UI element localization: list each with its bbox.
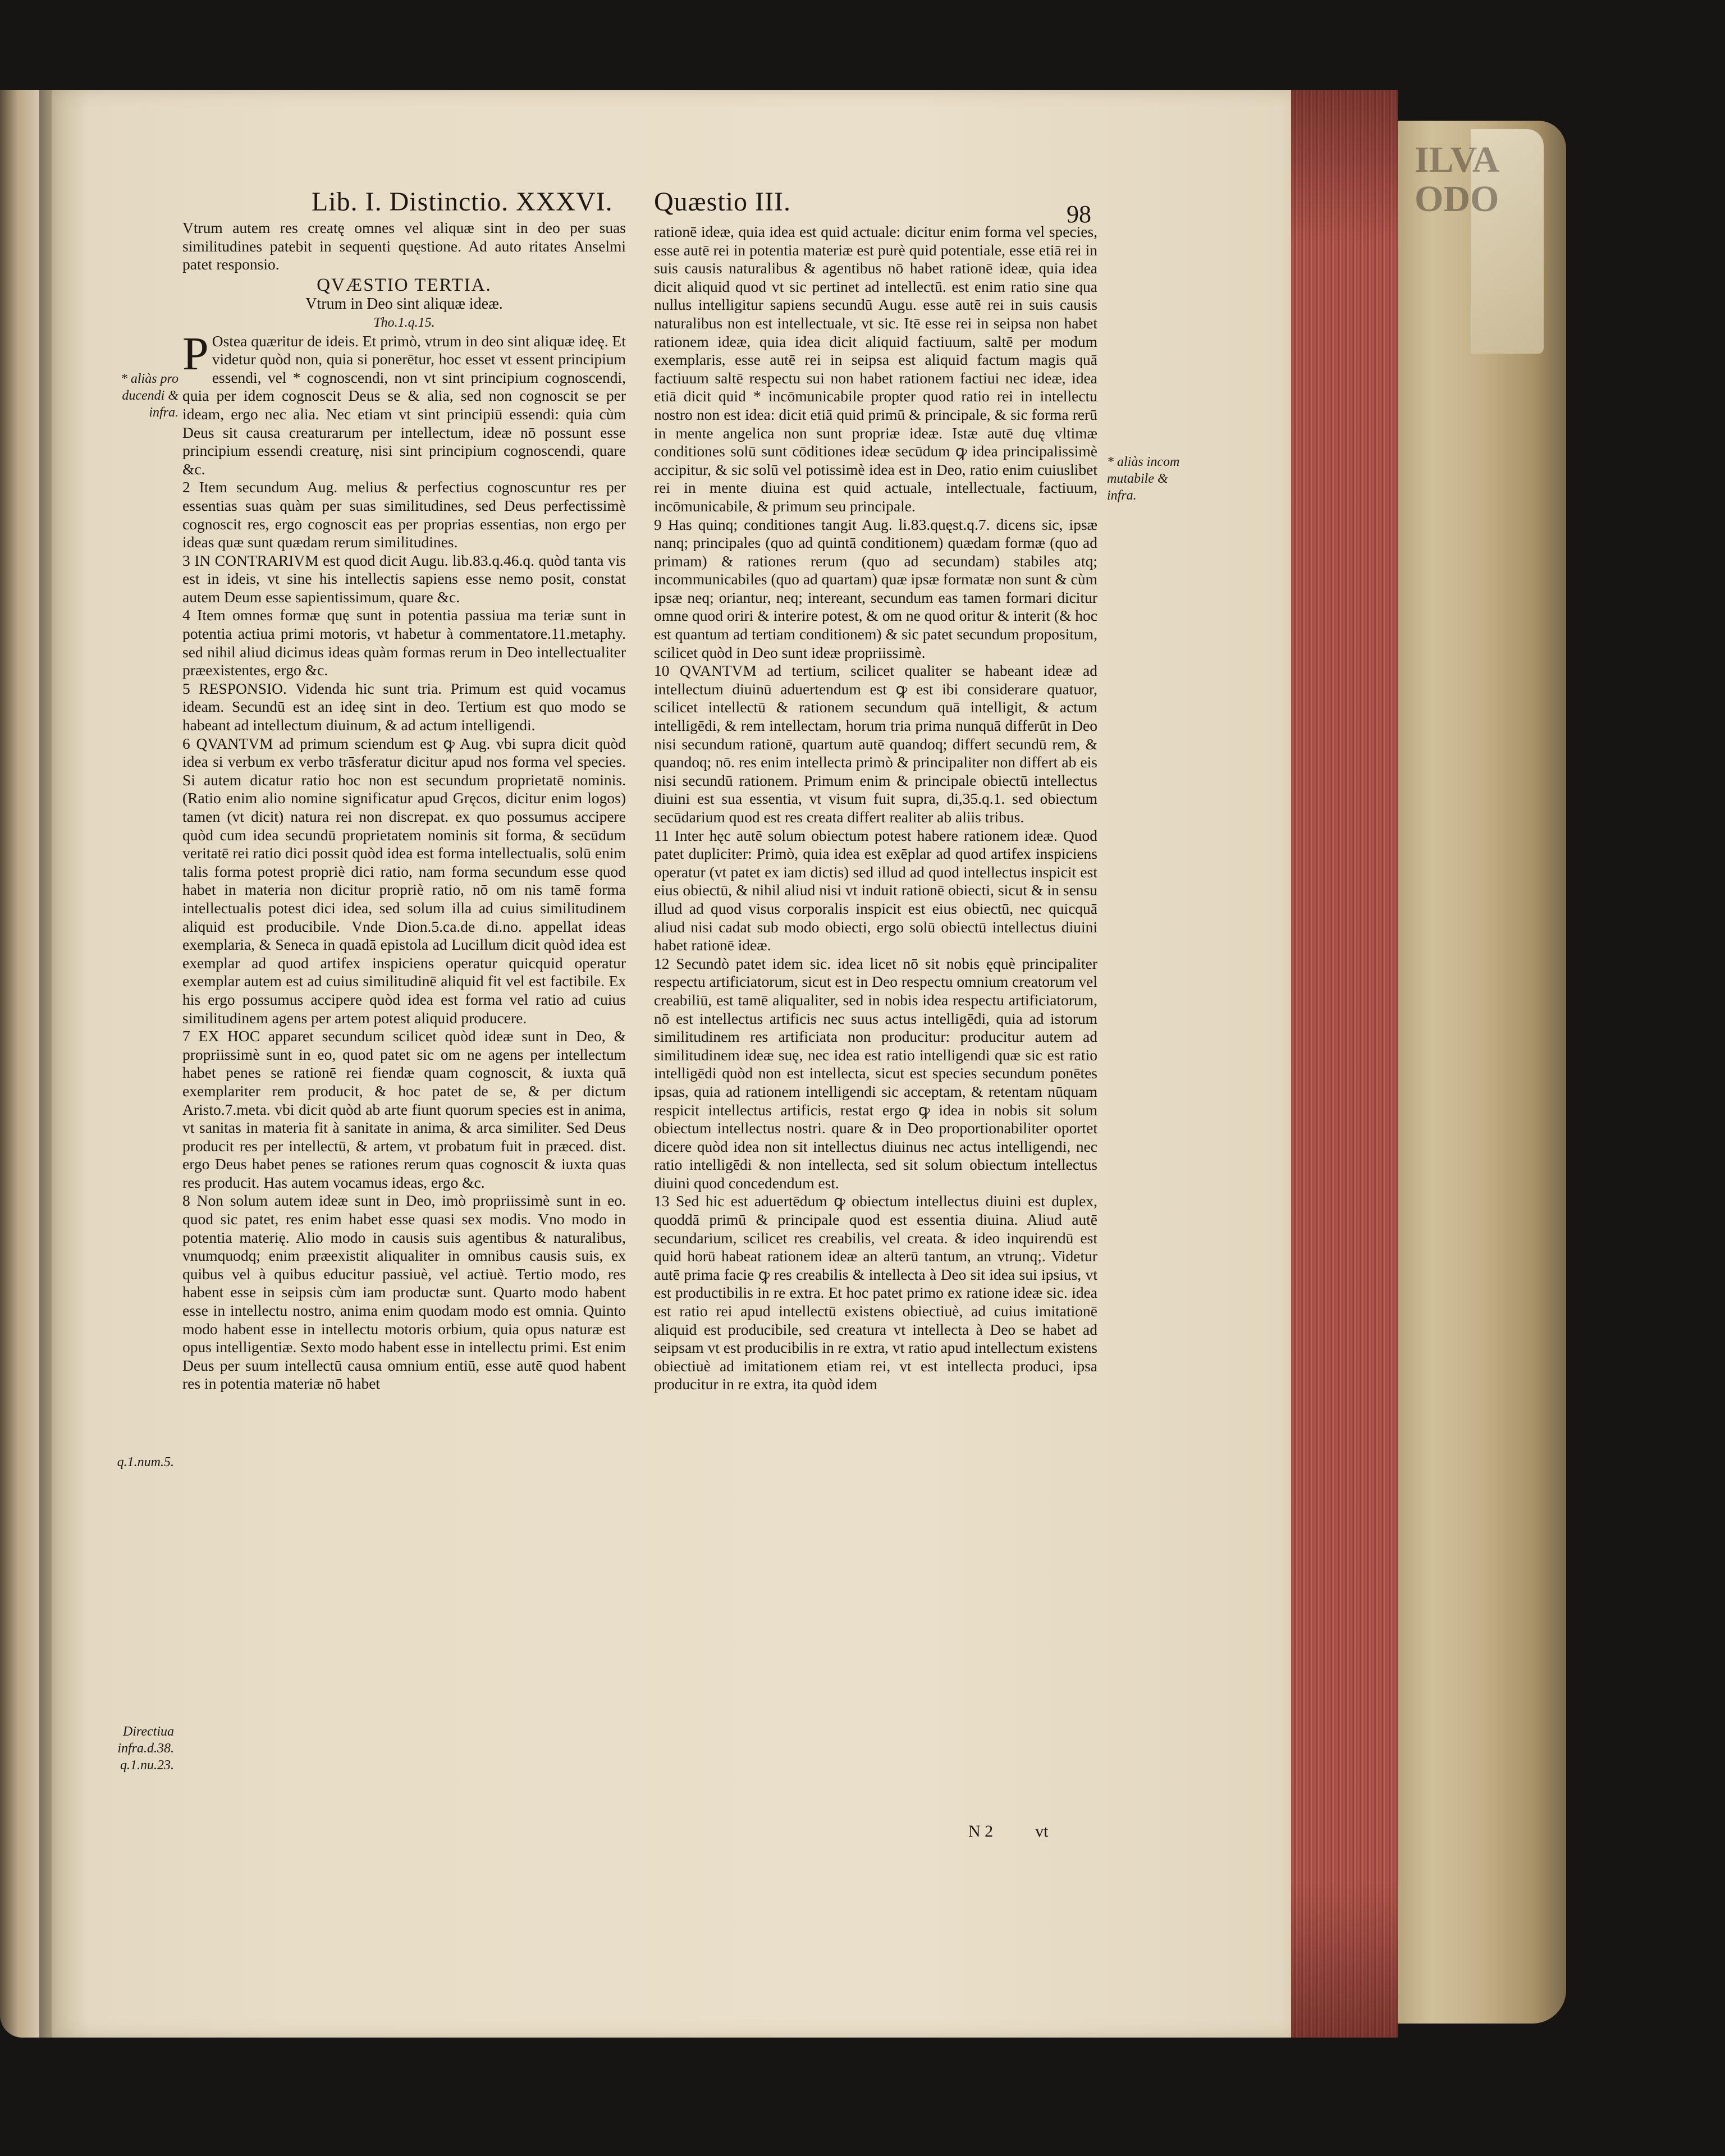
paragraph-7: 7 EX HOC apparet secundum scilicet quòd ideæ sunt in Deo, & propriissimè sunt in eo, quod patet sic om ne agens per intellectum habet penes se rationē rei fiendæ quam cognoscit, & iuxta quā exemplariter rem producit, & hoc patet de se, & per dictum Aristo.7.meta. vbi dicit quòd ab arte fiunt quorum species est in anima, vt sanitas in materia fit à sanitate in anima, & arca similiter. Sed Deus producit res per intellectū, & artem, vt probatum fuit in præced. dist. ergo Deus habet penes se rationes rerum quas cognoscit & iuxta quas res producit. Has autem vocamus ideas, ergo &c. (182, 1027, 626, 1191)
paragraph-1 (182, 327, 626, 479)
paragraph-1-text: Ostea quæritur de ideis. Et primò, vtrum in deo sint aliquæ ideę. Et videtur quòd non, quia si ponerētur, hoc esset vt essent principium essendi, vel * cognoscendi, non vt sint principium cognoscendi, quia per idem cognoscit Deus se & alia, sed non cognoscit se per ideam, ergo nec alia. Nec etiam vt sint principiū essendi: quia cùm Deus sit causa creaturarum per intellectum, ideæ nō possunt esse principium essendi creaturę, nisi sint principium cognoscendi, quare &c. (182, 332, 626, 478)
paragraph-continued: rationē ideæ, quia idea est quid actuale: dicitur enim forma vel species, esse autē rei in potentia materiæ est purè quid potentiale, esse etiā rei in suis causis naturalibus & agentibus nō habet rationē ideæ, quia idea dicit aliquid quod vt sic pertinet ad intellectū. est enim ratio sine qua nullus intelligitur sapiens secundū Augu. esse autē rei in suis causis naturalibus non est intellectuale, vt sic. Itē esse rei in seipsa non habet rationem ideæ, quia idea dicit aliquid factiuum, saltē per modum exemplaris, esse autē rei in seipsa est aliquid factum magis quā factiuum saltē respectu sui non habet rationem factiui nec ideæ, idea etiā dicit quid * incōmunicabile propter quod ratio rei in intellectu nostro non est idea: dicit etiā quid primū & principale, & sic forma rerū in mente angelica non sunt propriæ ideæ. Istæ autē duę vltimæ conditiones solū sunt cōditiones ideæ secūdum ꝙ idea principalissimè accipitur, & sic solū vel potissimè idea est in Deo, ratio enim cuiuslibet rei in mente diuina est quid actuale, intellectuale, factiuum, incōmunicabile, & primum seu principale. (654, 223, 1097, 515)
paragraph-6: 6 QVANTVM ad primum sciendum est ꝙ Aug. vbi supra dicit quòd idea si verbum ex verbo trāsferatur dicitur apud nos forma vel species. Si autem dicatur ratio hoc non est secundum proprietatē nominis. (Ratio enim alio nomine significatur apud Gręcos, dicitur enim logos) tamen (vt dicit) natura rei non discrepat. ex quo possumus accipere quòd cum idea secundū proprietatem nominis sit forma, & secūdum veritatē rei ratio dici possit quòd idea est forma intellectualis, solū enim talis forma potest propriè dici ratio, nam forma secundum esse quod habet in materia non dicitur propriè ratio, nō om nis tamē forma intellectualis potest dici idea, sed solum illa ad cuius similitudinem aliquid est producibile. Vnde Dion.5.ca.de di.no. appellat ideas exemplaria, & Seneca in quadā epistola ad Lucillum dicit quòd idea est exemplar ad quod artifex inspiciens operatur quicquid operatur exemplar autem est ad cuius similitudinē aliquid fit vel est factibile. Ex his ergo possumus accipere quòd idea est forma vel ratio ad cuius similitudinem agens per artem potest aliquid producere. (182, 734, 626, 1027)
vellum-binding (1398, 121, 1566, 2024)
margin-note-1: * aliàs pro ducendi & infra. (120, 372, 179, 420)
paragraph-13: 13 Sed hic est aduertēdum ꝙ obiectum intellectus diuini est duplex, quoddā primū & principale quod est essentia diuina. Aliud autē secundarium, scilicet res creabilis, vel creata. & ideo inquirendū est quid horū habeat rationem ideæ an alterū tantum, an vtrunq;. Videtur autē prima facie ꝙ res creabilis & intellecta à Deo sit idea sui ipsius, vt est productibilis in re extra. Et hoc patet primo ex ratione ideæ sic. idea est ratio rei apud intellectū existens obiectiuè, ad cuius imitationē aliquid est producibile, sed creatura vt intellecta à Deo se habet ad seipsam vt est producibilis in re extra, vt ratio apud intellectum existens obiectiuè ad imitationem etiam rei, vt est intellecta produci, ipsa producitur in re extra, ita quòd idem (654, 1192, 1097, 1393)
paragraph-8: 8 Non solum autem ideæ sunt in Deo, imò propriissimè sunt in eo. quod sic patet, res enim habet esse quasi sex modis. Vno modo in potentia materię. Alio modo in causis suis agentibus & naturalibus, vnumquodq; enim præexistit aliqualiter in omnibus causis suis, ex quibus vel à quibus educitur passiuè, vel actiuè. Tertio modo, res habent esse in seipsis cùm iam productæ sunt. Quarto modo habent esse in intellectu nostro, anima enim quodam modo est omnia. Quinto modo habent esse in intellectu motoris orbium, quia opus naturæ est opus intelligentiæ. Sexto modo habent esse in intellectu primi. Est enim Deus per suum intellectū causa omnium entiū, esse autē quod habent res in potentia materiæ nō habet (182, 1192, 626, 1393)
page-edge-shade (1291, 90, 1398, 2038)
folio-number: 98 (1067, 200, 1091, 228)
paragraph-12: 12 Secundò patet idem sic. idea licet nō sit nobis ęquè principaliter respectu artificiatorum, sicut est in Deo respectu omnium creatorum vel creabiliū, est tamē aliqualiter, sed in nobis idea respectu artificiatorum, nō est intellectus artificis nec suus actus intelligēdi, quia ad istorum similitudinem res artificiata non producitur: producitur autem ad similitudinem ideæ suę, nec idea est ratio intelligendi quæ sic est ratio intelligēdi quòd non est intellecta, sicut est species secundum ponētes ipsas, quia ad rationem intelligendi sic acceptam, & retentam nūquam respicit intellectus artificis, restat ergo ꝙ idea in nobis sit solum obiectum intellectus nostri. quare & in Deo proportionabiliter oportet dicere quòd idea non sit intellectus diuinus nec actus intelligendi, nec ratio intelligēdi & non intellecta, sed sit solum obiectum intellectus diuini quod concedendum est. (654, 954, 1097, 1192)
running-head-left: Lib. I. Distinctio. XXXVI. (312, 187, 613, 217)
right-text-column (654, 223, 1097, 1394)
margin-note-2: q.1.num.5. (117, 1455, 174, 1470)
binding-ink-marks: ILVA ODO (1415, 139, 1499, 219)
paragraph-10: 10 QVANTVM ad tertium, scilicet qualiter se habeant ideæ ad intellectum diuinū aduertendum est ꝙ est ibi considerare quatuor, scilicet intellectū & rationem secundum quā intelligit, & actum intelligēdi, & rem intellectam, horum tria prima nunquā differūt in Deo nisi secundum rationē, quartum autē quandoq; differt secundū rem, & quandoq; nō. res enim intellecta primò & principaliter non differt ab eis nisi secundū rationem. Primum enim & principale obiectū intellectus diuini est sua essentia, vt visum fuit supra, di,35.q.1. sed obiectum secūdarium quod est res creata differt realiter ab aliis tribus. (654, 662, 1097, 826)
intro-paragraph: Vtrum autem res creatę omnes vel aliquæ sint in deo per suas similitudines patebit in sequenti quęstione. Ad auto ritates Anselmi patet responsio. (182, 219, 626, 273)
running-head-right: Quæstio III. (654, 187, 791, 217)
question-title: QVÆSTIO TERTIA. (317, 274, 492, 295)
paragraph-11: 11 Inter hęc autē solum obiectum potest habere rationem ideæ. Quod patet dupliciter: Primò, quia idea est exēplar ad quod artifex inspiciens operatur (vt patet ex iam dictis) sed illud ad quod intellectus inspicit est eius obiectū, & nihil aliud nisi vt induit rationē obiecti, sicut & in sensu illud ad quod visus corporalis inspicit est eius obiectū, nec quicquā aliud nisi cadat sub modo obiecti, ergo solū obiectū intellectus diuini habet rationē ideæ. (654, 826, 1097, 954)
margin-note-4: * aliàs incom mutabile & infra. (1107, 455, 1180, 503)
paragraph-4: 4 Item omnes formæ quę sunt in potentia passiua ma teriæ sunt in potentia actiua primi motoris, vt habetur à commentatore.11.metaphy. sed nihil aliud dicimus ideas quàm formas rerum in Deo intellectualiter præexistentes, ergo &c. (182, 606, 626, 679)
left-text-column (182, 219, 626, 1393)
question-reference: Tho.1.q.15. (373, 315, 435, 330)
signature-catchword: N 2 vt (968, 1822, 1049, 1841)
paragraph-3: 3 IN CONTRARIVM est quod dicit Augu. lib.83.q.46.q. quòd tanta vis est in ideis, vt sine his intellectis sapiens esse nemo posit, constat autem Deum esse sapientissimum, quare &c. (182, 551, 626, 606)
paragraph-5: 5 RESPONSIO. Videnda hic sunt tria. Primum est quid vocamus ideam. Secundū est an ideę sint in deo. Tertium est quo modo se habeant ad intellectum diuinum, & ad actum intelligendi. (182, 679, 626, 734)
question-subtitle: Vtrum in Deo sint aliquæ ideæ. (305, 295, 503, 313)
paragraph-9: 9 Has quinq; conditiones tangit Aug. li.83.quęst.q.7. dicens sic, ipsæ nanq; principales (quo ad quintā conditionem) quædam formæ (quo ad primam) & rationes rerum (quo ad secundam) stabiles atq; incommunicabiles (quo ad quartam) quæ ipsæ formatæ non sunt & cùm ipsæ neq; oriantur, neq; intereant, secundum eas tamen formari dicitur omne quod oriri & interire potest, & om ne quod oritur & interit (& hoc est quantum ad tertiam conditionem) & sic patet secundum propositum, scilicet quòd in Deo sunt ideæ propriissimè. (654, 515, 1097, 661)
paragraph-2: 2 Item secundum Aug. melius & perfectius cognoscuntur res per essentias suas quàm per suas similitudines, sed Deus perfectissimè cognoscit res, ergo cognoscit eas per proprias essentias, non ergo per ideas quæ sunt quædam rerum similitudines. (182, 478, 626, 551)
drop-cap: P (182, 327, 209, 380)
margin-note-3: Directiua infra.d.38. q.1.nu.23. (117, 1724, 174, 1773)
